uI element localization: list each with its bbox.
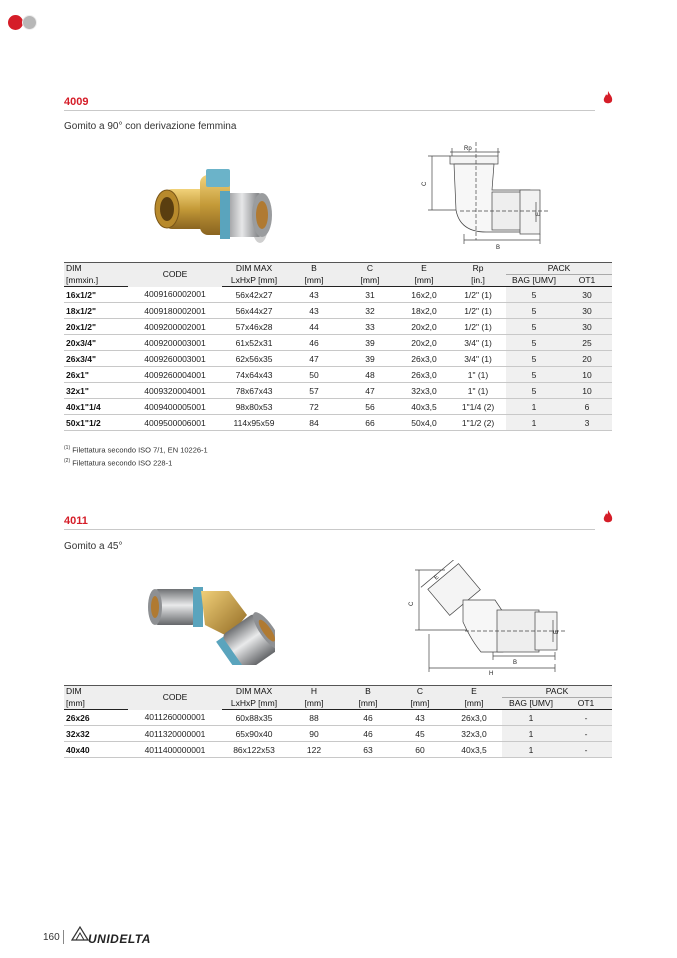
grey-dot-icon <box>22 15 37 30</box>
table-cell: 1 <box>506 399 562 415</box>
table-cell: 47 <box>286 351 342 367</box>
section-4011-title: 4011 <box>64 515 88 527</box>
table-cell: 5 <box>506 335 562 351</box>
table-cell: - <box>560 710 612 726</box>
table-cell: 88 <box>286 710 342 726</box>
drawing-label-e: E <box>536 211 542 216</box>
table-cell: 56x42x27 <box>222 287 286 303</box>
table-cell: 63 <box>342 742 394 758</box>
table-cell: 47 <box>342 383 398 399</box>
col-dimmax: DIM MAX <box>222 686 286 698</box>
drawing-label-h: H <box>489 671 494 677</box>
unidelta-logo-icon <box>70 924 90 944</box>
table-row <box>64 335 612 351</box>
table-cell: 5 <box>506 351 562 367</box>
col-b: B <box>286 263 342 275</box>
table-cell: 39 <box>342 351 398 367</box>
drawing-label-e-side: E <box>554 629 560 634</box>
table-row <box>64 742 612 758</box>
footnotes <box>64 443 208 468</box>
table-cell: 5 <box>506 367 562 383</box>
elbow-45-photo <box>145 575 275 665</box>
table-cell: 4009180002001 <box>128 303 222 319</box>
table-cell: 1"1/4 (2) <box>450 399 506 415</box>
table-cell: 40x1"1/4 <box>64 399 128 415</box>
table-cell: 1" (1) <box>450 367 506 383</box>
col-b: B <box>342 686 394 698</box>
table-cell: 1 <box>502 726 560 742</box>
table-cell: 1 <box>506 415 562 431</box>
table-cell: 30 <box>562 287 612 303</box>
table-cell: 4009400005001 <box>128 399 222 415</box>
table-cell: 57x46x28 <box>222 319 286 335</box>
table-row <box>64 710 612 726</box>
brand-name: UNIDELTA <box>88 932 151 946</box>
table-row <box>64 383 612 399</box>
col-dim: DIM <box>64 263 128 275</box>
drawing-label-e-top: E <box>433 574 441 582</box>
col-h-unit: [mm] <box>286 698 342 710</box>
col-dimmax: DIM MAX <box>222 263 286 275</box>
section-4009-title: 4009 <box>64 96 89 108</box>
col-b-unit: [mm] <box>286 275 342 287</box>
col-b-unit: [mm] <box>342 698 394 710</box>
table-cell: 66 <box>342 415 398 431</box>
drawing-label-b: B <box>496 245 501 251</box>
table-cell: 4009200003001 <box>128 335 222 351</box>
table-cell: 114x95x59 <box>222 415 286 431</box>
table-cell: 84 <box>286 415 342 431</box>
table-row <box>64 367 612 383</box>
table-cell: 44 <box>286 319 342 335</box>
table-cell: - <box>560 742 612 758</box>
col-bag: BAG [UMV] <box>502 698 560 710</box>
table-cell: 43 <box>394 710 446 726</box>
table-cell: 46 <box>342 726 394 742</box>
table-cell: 20x2,0 <box>398 319 450 335</box>
col-c-unit: [mm] <box>342 275 398 287</box>
table-cell: 32x3,0 <box>398 383 450 399</box>
table-cell: 4009320004001 <box>128 383 222 399</box>
table-cell: 16x1/2" <box>64 287 128 303</box>
table-cell: 40x40 <box>64 742 128 758</box>
table-cell: 3 <box>562 415 612 431</box>
table-cell: 33 <box>342 319 398 335</box>
table-cell: 5 <box>506 287 562 303</box>
table-cell: 4009200002001 <box>128 319 222 335</box>
col-h: H <box>286 686 342 698</box>
table-cell: 6 <box>562 399 612 415</box>
table-cell: 5 <box>506 319 562 335</box>
table-cell: 1 <box>502 742 560 758</box>
table-cell: 50x1"1/2 <box>64 415 128 431</box>
section-4011-rule <box>64 529 595 530</box>
table-cell: 50 <box>286 367 342 383</box>
table-row <box>64 287 612 303</box>
col-ot1: OT1 <box>560 698 612 710</box>
table-cell: 43 <box>286 287 342 303</box>
col-e: E <box>446 686 502 698</box>
table-cell: 4009260004001 <box>128 367 222 383</box>
col-rp: Rp <box>450 263 506 275</box>
table-cell: 40x3,5 <box>446 742 502 758</box>
table-cell: 4009500006001 <box>128 415 222 431</box>
table-cell: 20x3/4" <box>64 335 128 351</box>
table-cell: 31 <box>342 287 398 303</box>
table-cell: 3/4" (1) <box>450 351 506 367</box>
table-cell: 1/2" (1) <box>450 303 506 319</box>
table-cell: 20x1/2" <box>64 319 128 335</box>
col-c: C <box>342 263 398 275</box>
table-cell: 1"1/2 (2) <box>450 415 506 431</box>
table-cell: 3/4" (1) <box>450 335 506 351</box>
drawing-label-c: C <box>409 601 415 606</box>
page-number: 160 <box>43 932 60 943</box>
footnote-2: $^{(2)}$ Filettatura secondo ISO 228-1 <box>64 457 173 467</box>
table-cell: 32x3,0 <box>446 726 502 742</box>
table-cell: 4011320000001 <box>128 726 222 742</box>
table-cell: 5 <box>506 303 562 319</box>
table-cell: 10 <box>562 383 612 399</box>
elbow-90-photo <box>150 163 275 253</box>
table-cell: 32x32 <box>64 726 128 742</box>
table-cell: 30 <box>562 319 612 335</box>
table-cell: 10 <box>562 367 612 383</box>
table-cell: 86x122x53 <box>222 742 286 758</box>
drawing-label-c: C <box>422 181 428 186</box>
table-cell: 30 <box>562 303 612 319</box>
table-row <box>64 415 612 431</box>
table-cell: 50x4,0 <box>398 415 450 431</box>
table-cell: 1/2" (1) <box>450 287 506 303</box>
table-cell: 1/2" (1) <box>450 319 506 335</box>
col-c: C <box>394 686 446 698</box>
table-row <box>64 399 612 415</box>
table-cell: 16x2,0 <box>398 287 450 303</box>
table-cell: 39 <box>342 335 398 351</box>
table-cell: 18x2,0 <box>398 303 450 319</box>
drawing-label-b: B <box>513 660 518 666</box>
footnote-1: $^{(1)}$ Filettatura secondo ISO 7/1, EN 10226-1 <box>64 445 208 455</box>
table-cell: 25 <box>562 335 612 351</box>
col-dimmax-unit: LxHxP [mm] <box>222 275 286 287</box>
table-cell: 60 <box>394 742 446 758</box>
col-code: CODE <box>128 263 222 287</box>
table-cell: 45 <box>394 726 446 742</box>
table-cell: 74x64x43 <box>222 367 286 383</box>
table-cell: 26x3,0 <box>446 710 502 726</box>
col-bag: BAG [UMV] <box>506 275 562 287</box>
elbow-45-technical-drawing <box>405 560 580 680</box>
col-dim-unit: [mm] <box>64 698 128 710</box>
table-cell: 26x26 <box>64 710 128 726</box>
table-cell: 26x3/4" <box>64 351 128 367</box>
table-cell: 48 <box>342 367 398 383</box>
table-cell: 26x3,0 <box>398 351 450 367</box>
table-cell: 62x56x35 <box>222 351 286 367</box>
table-cell: 72 <box>286 399 342 415</box>
table-row <box>64 726 612 742</box>
table-cell: 4011400000001 <box>128 742 222 758</box>
table-cell: 26x1" <box>64 367 128 383</box>
table-cell: 26x3,0 <box>398 367 450 383</box>
table-row <box>64 303 612 319</box>
table-cell: 32x1" <box>64 383 128 399</box>
table-cell: 46 <box>286 335 342 351</box>
col-rp-unit: [in.] <box>450 275 506 287</box>
spec-table-4011 <box>64 685 612 758</box>
table-cell: 40x3,5 <box>398 399 450 415</box>
col-ot1: OT1 <box>562 275 612 287</box>
col-dim-unit: [mmxin.] <box>64 275 128 287</box>
table-cell: 4011260000001 <box>128 710 222 726</box>
table-cell: 57 <box>286 383 342 399</box>
table-cell: 1" (1) <box>450 383 506 399</box>
table-cell: 56 <box>342 399 398 415</box>
col-c-unit: [mm] <box>394 698 446 710</box>
flame-icon <box>603 91 613 105</box>
table-cell: 122 <box>286 742 342 758</box>
table-cell: 20x2,0 <box>398 335 450 351</box>
table-cell: 61x52x31 <box>222 335 286 351</box>
table-cell: 78x67x43 <box>222 383 286 399</box>
table-cell: - <box>560 726 612 742</box>
table-cell: 20 <box>562 351 612 367</box>
table-cell: 1 <box>502 710 560 726</box>
table-cell: 5 <box>506 383 562 399</box>
spec-table-4009 <box>64 262 612 431</box>
table-cell: 43 <box>286 303 342 319</box>
col-code: CODE <box>128 686 222 710</box>
table-row <box>64 351 612 367</box>
table-cell: 65x90x40 <box>222 726 286 742</box>
col-e: E <box>398 263 450 275</box>
footer-divider <box>63 930 64 944</box>
col-pack: PACK <box>502 686 612 698</box>
drawing-label-rp: Rp <box>464 146 472 152</box>
col-e-unit: [mm] <box>446 698 502 710</box>
table-cell: 4009260003001 <box>128 351 222 367</box>
col-dimmax-unit: LxHxP [mm] <box>222 698 286 710</box>
table-cell: 4009160002001 <box>128 287 222 303</box>
table-cell: 46 <box>342 710 394 726</box>
section-4009-rule <box>64 110 595 111</box>
section-4011-description: Gomito a 45° <box>64 541 123 552</box>
flame-icon <box>603 510 613 524</box>
col-dim: DIM <box>64 686 128 698</box>
table-cell: 32 <box>342 303 398 319</box>
col-e-unit: [mm] <box>398 275 450 287</box>
table-cell: 98x80x53 <box>222 399 286 415</box>
section-4009-description: Gomito a 90° con derivazione femmina <box>64 121 237 132</box>
table-cell: 56x44x27 <box>222 303 286 319</box>
table-cell: 18x1/2" <box>64 303 128 319</box>
table-cell: 60x88x35 <box>222 710 286 726</box>
col-pack: PACK <box>506 263 612 275</box>
elbow-90-technical-drawing <box>420 140 560 252</box>
table-cell: 90 <box>286 726 342 742</box>
red-dot-icon <box>8 15 23 30</box>
table-row <box>64 319 612 335</box>
